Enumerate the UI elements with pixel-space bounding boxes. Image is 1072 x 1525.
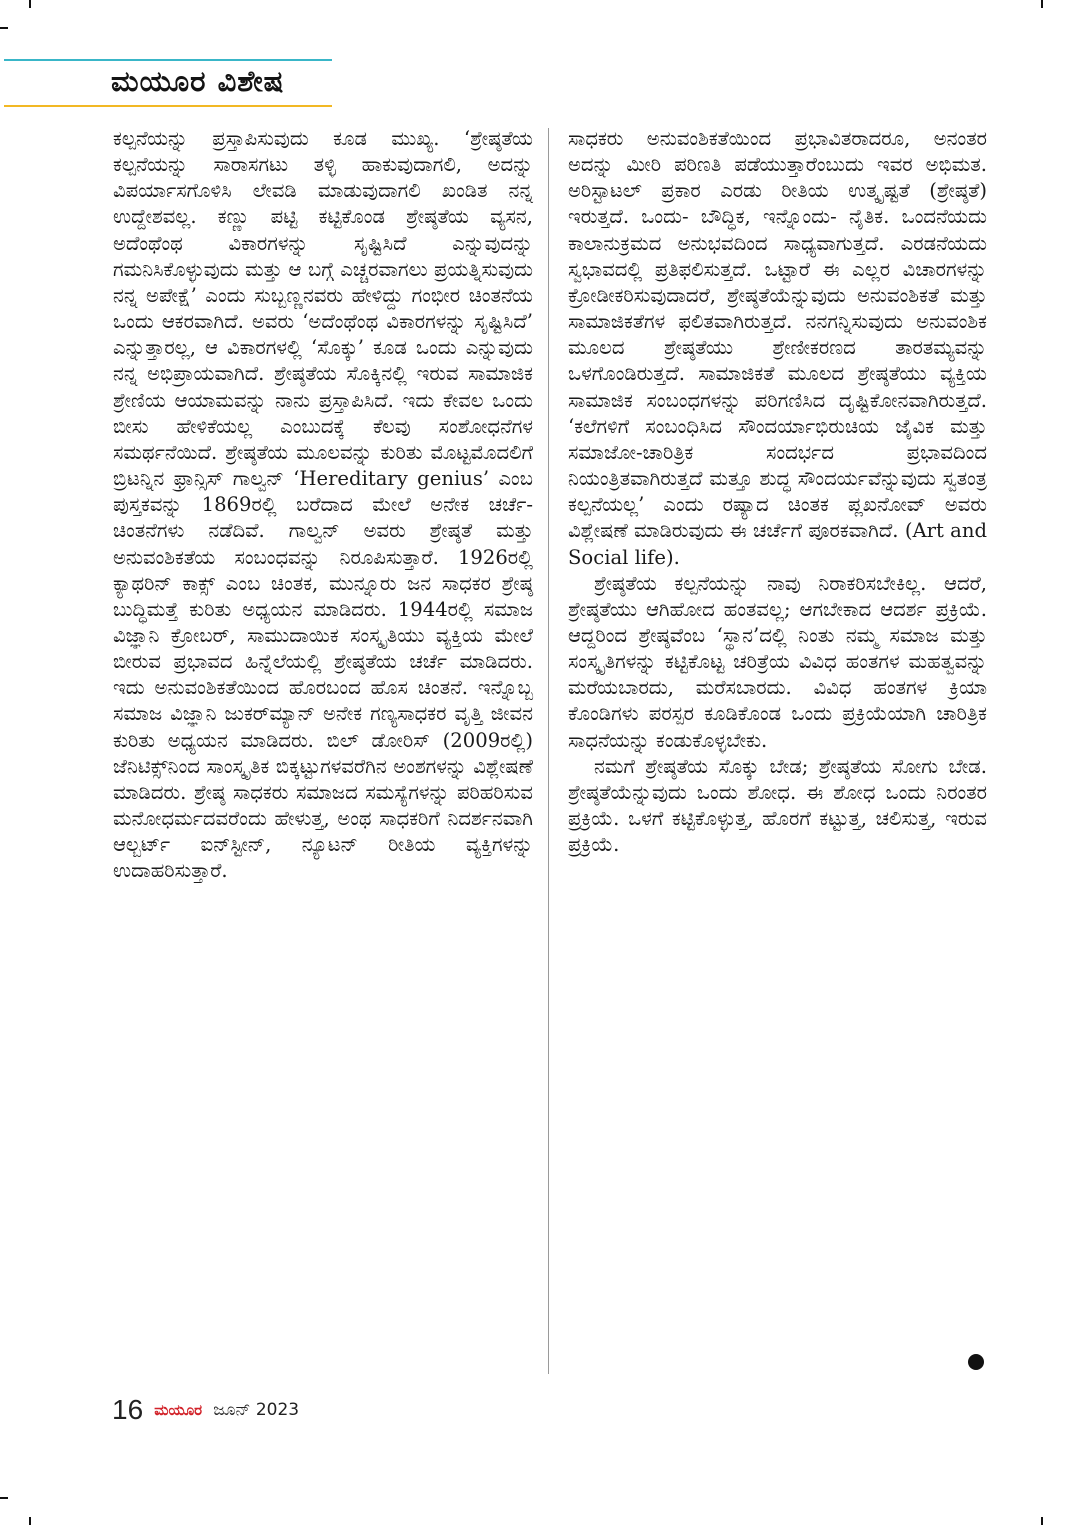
- page-number: 16: [112, 1394, 144, 1425]
- issue-date: ಜೂನ್ 2023: [213, 1400, 300, 1420]
- crop-mark: [29, 1517, 31, 1525]
- paragraph: ಸಾಧಕರು ಅನುವಂಶಿಕತೆಯಿಂದ ಪ್ರಭಾವಿತರಾದರೂ, ಅನಂತರ ಅದನ್ನು ಮೀರಿ ಪರಿಣತಿ ಪಡೆಯುತ್ತಾರೆಂಬುದು ಇವರ ಅಭಿಮತ. ಅರಿಸ್ಟಾಟಲ್ ಪ್ರಕಾರ ಎರಡು ರೀತಿಯ ಉತ್ಕೃಷ್ಟತೆ (ಶ್ರೇಷ್ಠತೆ) ಇರುತ್ತದೆ. ಒಂದು- ಬೌದ್ಧಿಕ, ಇನ್ನೊಂದು- ನೈತಿಕ. ಒಂದನೆಯದು ಕಾಲಾನುಕ್ರಮದ ಅನುಭವದಿಂದ ಸಾಧ್ಯವಾಗುತ್ತದೆ. ಎರಡನೆಯದು ಸ್ವಭಾವದಲ್ಲಿ ಪ್ರತಿಫಲಿಸುತ್ತದೆ. ಒಟ್ಟಾರೆ ಈ ಎಲ್ಲರ ವಿಚಾರಗಳನ್ನು ಕ್ರೋಡೀಕರಿಸುವುದಾದರೆ, ಶ್ರೇಷ್ಠತೆಯೆನ್ನುವುದು ಅನುವಂಶಿಕತೆ ಮತ್ತು ಸಾಮಾಜಿಕತೆಗಳ ಫಲಿತವಾಗಿರುತ್ತದೆ. ನನಗನ್ನಿಸುವುದು ಅನುವಂಶಿಕ ಮೂಲದ ಶ್ರೇಷ್ಠತೆಯು ಶ್ರೇಣೀಕರಣದ ತಾರತಮ್ಯವನ್ನು ಒಳಗೊಂಡಿರುತ್ತದೆ. ಸಾಮಾಜಿಕತೆ ಮೂಲದ ಶ್ರೇಷ್ಠತೆಯು ವ್ಯಕ್ತಿಯ ಸಾಮಾಜಿಕ ಸಂಬಂಧಗಳನ್ನು ಪರಿಗಣಿಸಿದ ದೃಷ್ಟಿಕೋನವಾಗಿರುತ್ತದೆ. ‘ಕಲೆಗಳಿಗೆ ಸಂಬಂಧಿಸಿದ ಸೌಂದರ್ಯಾಭಿರುಚಿಯ ಜೈವಿಕ ಮತ್ತು ಸಮಾಜೋ-ಚಾರಿತ್ರಿಕ ಸಂದರ್ಭದ ಪ್ರಭಾವದಿಂದ ನಿಯಂತ್ರಿತವಾಗಿರುತ್ತದೆ ಮತ್ತೂ ಶುದ್ಧ ಸೌಂದರ್ಯವೆನ್ನುವುದು ಸ್ವತಂತ್ರ ಕಲ್ಪನೆಯಲ್ಲ’ ಎಂದು ರಷ್ಯಾದ ಚಿಂತಕ ಪ್ಲಖನೋವ್ ಅವರು ವಿಶ್ಲೇಷಣೆ ಮಾಡಿರುವುದು ಈ ಚರ್ಚೆಗೆ ಪೂರಕವಾಗಿದೆ. (Art and Social life).: [568, 127, 987, 569]
- article-column-right: [568, 126, 987, 858]
- crop-mark: [0, 27, 8, 29]
- article-column-left: [113, 126, 533, 885]
- header-rule-bottom: [4, 105, 332, 107]
- magazine-name: ಮಯೂರ: [154, 1401, 203, 1419]
- paragraph: ಶ್ರೇಷ್ಠತೆಯ ಕಲ್ಪನೆಯನ್ನು ನಾವು ನಿರಾಕರಿಸಬೇಕಿಲ್ಲ. ಆದರೆ, ಶ್ರೇಷ್ಠತೆಯು ಆಗಿಹೋದ ಹಂತವಲ್ಲ; ಆಗಬೇಕಾದ ಆದರ್ಶ ಪ್ರಕ್ರಿಯೆ. ಆದ್ದರಿಂದ ಶ್ರೇಷ್ಠವೆಂಬ ‘ಸ್ಥಾನ’ದಲ್ಲಿ ನಿಂತು ನಮ್ಮ ಸಮಾಜ ಮತ್ತು ಸಂಸ್ಕೃತಿಗಳನ್ನು ಕಟ್ಟಿಕೊಟ್ಟ ಚರಿತ್ರೆಯ ವಿವಿಧ ಹಂತಗಳ ಮಹತ್ವವನ್ನು ಮರೆಯಬಾರದು, ಮರೆಸಬಾರದು. ವಿವಿಧ ಹಂತಗಳ ಕ್ರಿಯಾ ಕೊಂಡಿಗಳು ಪರಸ್ಪರ ಕೂಡಿಕೊಂಡ ಒಂದು ಪ್ರಕ್ರಿಯೆಯಾಗಿ ಚಾರಿತ್ರಿಕ ಸಾಧನೆಯನ್ನು ಕಂಡುಕೊಳ್ಳಬೇಕು.: [568, 571, 987, 752]
- column-divider: [548, 128, 549, 1374]
- paragraph: ಕಲ್ಪನೆಯನ್ನು ಪ್ರಸ್ತಾಪಿಸುವುದು ಕೂಡ ಮುಖ್ಯ. ‘ಶ್ರೇಷ್ಠತೆಯ ಕಲ್ಪನೆಯನ್ನು ಸಾರಾಸಗಟು ತಳ್ಳಿ ಹಾಕುವುದಾಗಲಿ, ಅದನ್ನು ವಿಪರ್ಯಾಸಗೊಳಿಸಿ ಲೇವಡಿ ಮಾಡುವುದಾಗಲಿ ಖಂಡಿತ ನನ್ನ ಉದ್ದೇಶವಲ್ಲ. ಕಣ್ಣು ಪಟ್ಟಿ ಕಟ್ಟಿಕೊಂಡ ಶ್ರೇಷ್ಠತೆಯ ವ್ಯಸನ, ಅದೆಂಥೆಂಥ ವಿಕಾರಗಳನ್ನು ಸೃಷ್ಟಿಸಿದೆ ಎನ್ನುವುದನ್ನು ಗಮನಿಸಿಕೊಳ್ಳುವುದು ಮತ್ತು ಆ ಬಗ್ಗೆ ಎಚ್ಚರವಾಗಲು ಪ್ರಯತ್ನಿಸುವುದು ನನ್ನ ಅಪೇಕ್ಷೆ’ ಎಂದು ಸುಬ್ಬಣ್ಣನವರು ಹೇಳಿದ್ದು ಗಂಭೀರ ಚಿಂತನೆಯ ಒಂದು ಆಕರವಾಗಿದೆ. ಅವರು ‘ಅದೆಂಥೆಂಥ ವಿಕಾರಗಳನ್ನು ಸೃಷ್ಟಿಸಿದೆ’ ಎನ್ನುತ್ತಾರಲ್ಲ, ಆ ವಿಕಾರಗಳಲ್ಲಿ ‘ಸೊಕ್ಕು’ ಕೂಡ ಒಂದು ಎನ್ನುವುದು ನನ್ನ ಅಭಿಪ್ರಾಯವಾಗಿದೆ. ಶ್ರೇಷ್ಠತೆಯ ಸೊಕ್ಕಿನಲ್ಲಿ ಇರುವ ಸಾಮಾಜಿಕ ಶ್ರೇಣಿಯ ಆಯಾಮವನ್ನು ನಾನು ಪ್ರಸ್ತಾಪಿಸಿದೆ. ಇದು ಕೇವಲ ಒಂದು ಬೀಸು ಹೇಳಿಕೆಯಲ್ಲ ಎಂಬುದಕ್ಕೆ ಕೆಲವು ಸಂಶೋಧನೆಗಳ ಸಮರ್ಥನೆಯಿದೆ. ಶ್ರೇಷ್ಠತೆಯ ಮೂಲವನ್ನು ಕುರಿತು ಮೊಟ್ಟಮೊದಲಿಗೆ ಬ್ರಿಟನ್ನಿನ ಫ್ರಾನ್ಸಿಸ್ ಗಾಲ್ವನ್ ‘Hereditary genius’ ಎಂಬ ಪುಸ್ತಕವನ್ನು 1869ರಲ್ಲಿ ಬರೆದಾದ ಮೇಲೆ ಅನೇಕ ಚರ್ಚೆ-ಚಿಂತನೆಗಳು ನಡೆದಿವೆ. ಗಾಲ್ವನ್ ಅವರು ಶ್ರೇಷ್ಠತೆ ಮತ್ತು ಅನುವಂಶಿಕತೆಯ ಸಂಬಂಧವನ್ನು ನಿರೂಪಿಸುತ್ತಾರೆ. 1926ರಲ್ಲಿ ಕ್ಯಾಥರಿನ್ ಕಾಕ್ಸ್ ಎಂಬ ಚಿಂತಕ, ಮುನ್ನೂರು ಜನ ಸಾಧಕರ ಶ್ರೇಷ್ಠ ಬುದ್ಧಿಮತ್ತೆ ಕುರಿತು ಅಧ್ಯಯನ ಮಾಡಿದರು. 1944ರಲ್ಲಿ ಸಮಾಜ ವಿಜ್ಞಾನಿ ಕ್ರೋಬರ್, ಸಾಮುದಾಯಿಕ ಸಂಸ್ಕೃತಿಯು ವ್ಯಕ್ತಿಯ ಮೇಲೆ ಬೀರುವ ಪ್ರಭಾವದ ಹಿನ್ನೆಲೆಯಲ್ಲಿ ಶ್ರೇಷ್ಠತೆಯ ಚರ್ಚೆ ಮಾಡಿದರು. ಇದು ಅನುವಂಶಿಕತೆಯಿಂದ ಹೊರಬಂದ ಹೊಸ ಚಿಂತನೆ. ಇನ್ನೊಬ್ಬ ಸಮಾಜ ವಿಜ್ಞಾನಿ ಜುಕರ್‌ಮ್ಯಾನ್ ಅನೇಕ ಗಣ್ಯಸಾಧಕರ ವೃತ್ತಿ ಜೀವನ ಕುರಿತು ಅಧ್ಯಯನ ಮಾಡಿದರು. ಬಿಲ್ ಡೋರಿಸ್ (2009ರಲ್ಲಿ) ಜೆನಿಟಿಕ್ಸ್‌ನಿಂದ ಸಾಂಸ್ಕೃತಿಕ ಬಿಕ್ಕಟ್ಟುಗಳವರೆಗಿನ ಅಂಶಗಳನ್ನು ವಿಶ್ಲೇಷಣೆ ಮಾಡಿದರು. ಶ್ರೇಷ್ಠ ಸಾಧಕರು ಸಮಾಜದ ಸಮಸ್ಯೆಗಳನ್ನು ಪರಿಹರಿಸುವ ಮನೋಧರ್ಮದವರೆಂದು ಹೇಳುತ್ತ, ಅಂಥ ಸಾಧಕರಿಗೆ ನಿದರ್ಶನವಾಗಿ ಆಲ್ಬರ್ಟ್ ಐನ್‌ಸ್ಟೀನ್, ನ್ಯೂಟನ್ ರೀತಿಯ ವ್ಯಕ್ತಿಗಳನ್ನು ಉದಾಹರಿಸುತ್ತಾರೆ.: [113, 127, 533, 883]
- crop-mark: [1041, 0, 1043, 8]
- page-footer: [112, 1394, 299, 1426]
- crop-mark: [1041, 1517, 1043, 1525]
- section-title: ಮಯೂರ ವಿಶೇಷ: [111, 64, 285, 98]
- crop-mark: [29, 0, 31, 8]
- end-of-article-bullet: [968, 1354, 984, 1370]
- paragraph: ನಮಗೆ ಶ್ರೇಷ್ಠತೆಯ ಸೊಕ್ಕು ಬೇಡ; ಶ್ರೇಷ್ಠತೆಯ ಸೋಗು ಬೇಡ. ಶ್ರೇಷ್ಠತೆಯೆನ್ನುವುದು ಒಂದು ಶೋಧ. ಈ ಶೋಧ ಒಂದು ನಿರಂತರ ಪ್ರಕ್ರಿಯೆ. ಒಳಗೆ ಕಟ್ಟಿಕೊಳ್ಳುತ್ತ, ಹೊರಗೆ ಕಟ್ಟುತ್ತ, ಚಲಿಸುತ್ತ, ಇರುವ ಪ್ರಕ್ರಿಯೆ.: [568, 754, 987, 857]
- crop-mark: [0, 1497, 8, 1499]
- header-rule-top: [4, 59, 332, 61]
